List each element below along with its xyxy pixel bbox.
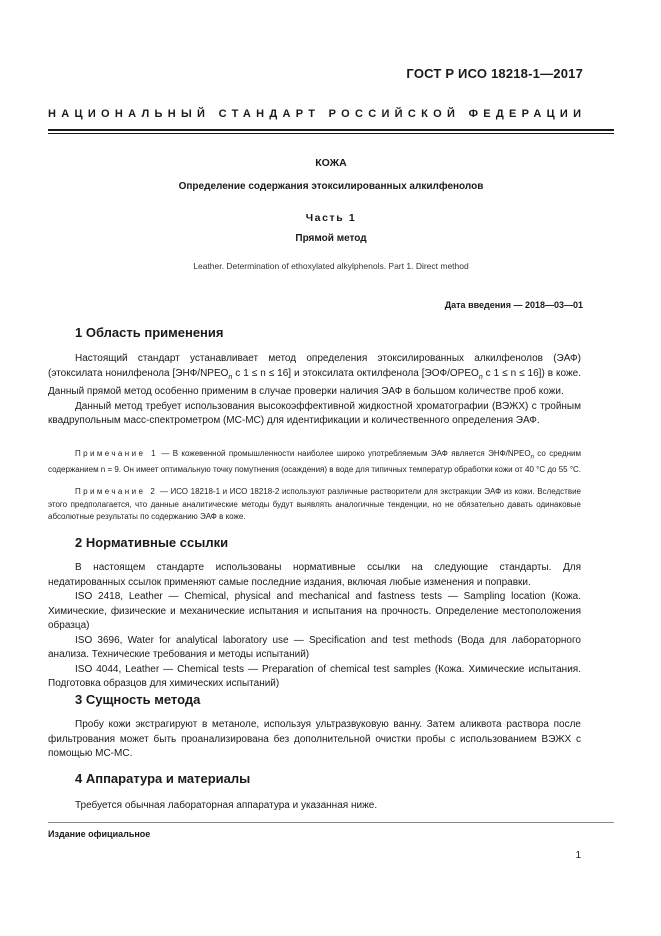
section-2-heading: 2 Нормативные ссылки	[75, 535, 229, 550]
section-1-paragraph-1	[48, 352, 581, 400]
s1-p1-part-b: с 1 ≤ n ≤ 16] и этоксилата октилфенола [ЭОФ/OPEO	[232, 367, 479, 379]
subscript-n: n	[478, 373, 483, 381]
part-name: Прямой метод	[295, 233, 367, 244]
section-4-paragraph-1: Требуется обычная лабораторная аппаратура и указанная ниже.	[75, 800, 378, 811]
note-1	[48, 448, 581, 477]
section-3-body	[48, 718, 581, 762]
note-1-text-a: — В кожевенной промышленности наиболее широко употребляемым ЭАФ является ЭНФ/NPEO	[157, 449, 531, 458]
page-number: 1	[575, 850, 581, 861]
reference-iso-3696: ISO 3696, Water for analytical laboratory use — Specification and test methods (Вода для лабораторного анализа. Технические требования и методы испытаний)	[48, 634, 581, 660]
reference-iso-2418: ISO 2418, Leather — Chemical, physical and mechanical and fastness tests — Sampling location (Кожа. Химические, физические и механические испытания и испытания на прочность. Определение местоположения образца)	[48, 591, 581, 631]
part-number: Часть 1	[305, 212, 357, 224]
subscript-n: n	[530, 454, 534, 461]
header-rule-thin	[48, 133, 614, 134]
section-2-paragraph-1: В настоящем стандарте использованы нормативные ссылки на следующие стандарты. Для недатированных ссылок применяют самые последние издания, включая любые изменения и поправки.	[48, 562, 581, 588]
official-edition-label: Издание официальное	[48, 829, 151, 839]
note-1-text-b: со средним содержанием n = 9. Он имеет оптимальную точку помутнения (осаждения) в воде для типичных температур обработки кожи от 40 °С до 55 °С.	[48, 449, 582, 475]
reference-iso-4044: ISO 4044, Leather — Chemical tests — Preparation of chemical test samples (Кожа. Химические испытания. Подготовка образцов для химических испытаний)	[48, 663, 581, 689]
national-standard-banner: НАЦИОНАЛЬНЫЙ СТАНДАРТ РОССИЙСКОЙ ФЕДЕРАЦИИ	[48, 108, 587, 120]
introduction-date: Дата введения — 2018—03—01	[444, 300, 583, 310]
section-4-body	[48, 799, 581, 814]
s1-p1-part-a: Настоящий стандарт устанавливает метод определения этоксилированных алкилфенолов (ЭАФ) (этоксилата нонилфенола [ЭНФ/NPEO	[48, 353, 581, 379]
section-1-heading: 1 Область применения	[75, 325, 224, 340]
document-subtitle: Определение содержания этоксилированных алкилфенолов	[178, 181, 484, 192]
section-3-paragraph-1: Пробу кожи экстрагируют в метаноле, используя ультразвуковую ванну. Затем аликвота раствора после фильтрования может быть проанализирована без дополнительной очистки пробы с использованием ВЭЖХ с помощью МС-МС.	[48, 719, 581, 759]
note-2-text: — ИСО 18218-1 и ИСО 18218-2 используют различные растворители для экстракции ЭАФ из кожи. Вследствие этого предполагается, что данные аналитические методы будут выявлять аналогичные тенденции, но не обязательно давать одинаковые абсолютные результаты по содержанию ЭАФ в коже.	[48, 487, 581, 521]
footer-rule	[48, 822, 614, 823]
note-2	[48, 486, 581, 524]
section-1-paragraph-2: Данный метод требует использования высокоэффективной жидкостной хроматографии (ВЭЖХ) с тройным квадрупольным масс-спектрометром (МС-МС) для идентификации и количественного определения ЭАФ.	[48, 400, 581, 426]
document-title: КОЖА	[315, 157, 347, 169]
section-4-heading: 4 Аппаратура и материалы	[75, 771, 251, 786]
s1-p1-part-c: с 1 ≤ n ≤ 16]) в коже. Данный прямой метод особенно применим в случае проверки наличия ЭАФ в большом количестве проб кожи.	[48, 367, 581, 397]
standard-number: ГОСТ Р ИСО 18218-1—2017	[406, 66, 583, 81]
section-1-body	[48, 352, 581, 429]
section-2-body	[48, 561, 581, 692]
note-1-label: Примечание 1	[75, 449, 158, 458]
subscript-n: n	[228, 373, 233, 381]
section-3-heading: 3 Сущность метода	[75, 692, 201, 707]
note-2-label: Примечание 2	[75, 487, 158, 496]
header-rule-thick	[48, 129, 614, 131]
english-title: Leather. Determination of ethoxylated alkylphenols. Part 1. Direct method	[193, 261, 469, 271]
